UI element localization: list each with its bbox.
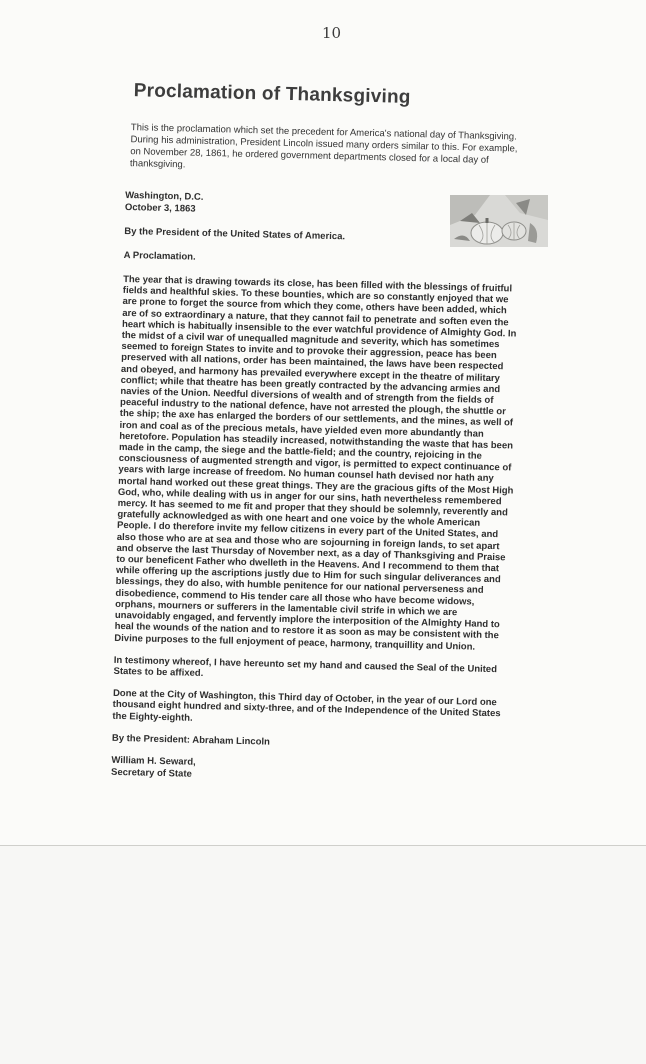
proclamation-heading: A Proclamation. bbox=[123, 249, 196, 263]
done-at-paragraph: Done at the City of Washington, this Third day of October, in the year of our Lord one thousand eight hundred and sixty-three, and of the Independence of the United States the Eighty-eighth. bbox=[112, 687, 501, 724]
place-line: Washington, D.C. bbox=[125, 189, 204, 203]
proclamation-heading-block bbox=[124, 250, 520, 272]
secretary-name: William H. Seward, bbox=[111, 754, 196, 768]
secretary-block bbox=[111, 755, 507, 789]
intro-paragraph: This is the proclamation which set the precedent for America's national day of Thanksgiving. During his administration, President Lincoln issued many orders similar to this. For example, on November 28, 1861, he ordered government departments closed for a local day of thanksgiving. bbox=[129, 122, 518, 171]
proclamation-content bbox=[111, 80, 524, 788]
date-line: October 3, 1863 bbox=[124, 201, 196, 215]
testimony-paragraph: In testimony whereof, I have hereunto set my hand and caused the Seal of the United States to be affixed. bbox=[113, 654, 498, 679]
page-title: Proclamation of Thanksgiving bbox=[133, 80, 411, 108]
pumpkin-harvest-illustration bbox=[450, 195, 548, 247]
proclamation-body: The year that is drawing towards its close, has been filled with the blessings of fruitful fields and healthful skies. To these bounties, which are so constantly enjoyed that we are prone to forget the source from which they come, others have been added, which are of so extraordinary a nature, that they cannot fail to penetrate and soften even the heart which is habitually insensible to the ever watchful providence of Almighty God. In the midst of a civil war of unequalled magnitude and severity, which has sometimes seemed to foreign States to invite and to provoke their aggression, peace has been preserved with all nations, order has been maintained, the laws have been respected and obeyed, and harmony has prevailed everywhere except in the theatre of military conflict; while that theatre has been greatly contracted by the advancing armies and navies of the Union. Needful diversions of wealth and of strength from the fields of peaceful industry to the national defence, have not arrested the plough, the shuttle or the ship; the axe has enlarged the borders of our settlements, and the mines, as well of iron and coal as of the precious metals, have yielded even more abundantly than heretofore. Population has steadily increased, notwithstanding the waste that has been made in the camp, the siege and the battle-field; and the country, rejoicing in the consciousness of augmented strength and vigor, is permitted to expect continuance of years with large increase of freedom. No human counsel hath devised nor hath any mortal hand worked out these great things. They are the gracious gifts of the Most High God, who, while dealing with us in anger for our sins, hath nevertheless remembered mercy. It has seemed to me fit and proper that they should be solemnly, reverently and gratefully acknowledged as with one heart and one voice by the whole American People. I do therefore invite my fellow citizens in every part of the United States, and also those who are at sea and those who are sojourning in foreign lands, to set apart and observe the last Thursday of November next, as a day of Thanksgiving and Praise to our beneficent Father who dwelleth in the Heavens. And I recommend to them that while offering up the ascriptions justly due to Him for such singular deliverances and blessings, they do also, with humble penitence for our national perverseness and disobedience, commend to His tender care all those who have become widows, orphans, mourners or sufferers in the lamentable civil strife in which we are unavoidably engaged, and fervently implore the interposition of the Almighty Hand to heal the wounds of the nation and to restore it as soon as may be consistent with the Divine purposes to the full enjoyment of peace, harmony, tranquillity and Union. bbox=[114, 273, 517, 653]
by-line: By the President of the United States of America. bbox=[124, 225, 346, 243]
signature-line: By the President: Abraham Lincoln bbox=[111, 732, 271, 748]
secretary-title: Secretary of State bbox=[110, 766, 192, 780]
page-number: 10 bbox=[322, 24, 342, 42]
scanner-background bbox=[0, 846, 646, 1064]
